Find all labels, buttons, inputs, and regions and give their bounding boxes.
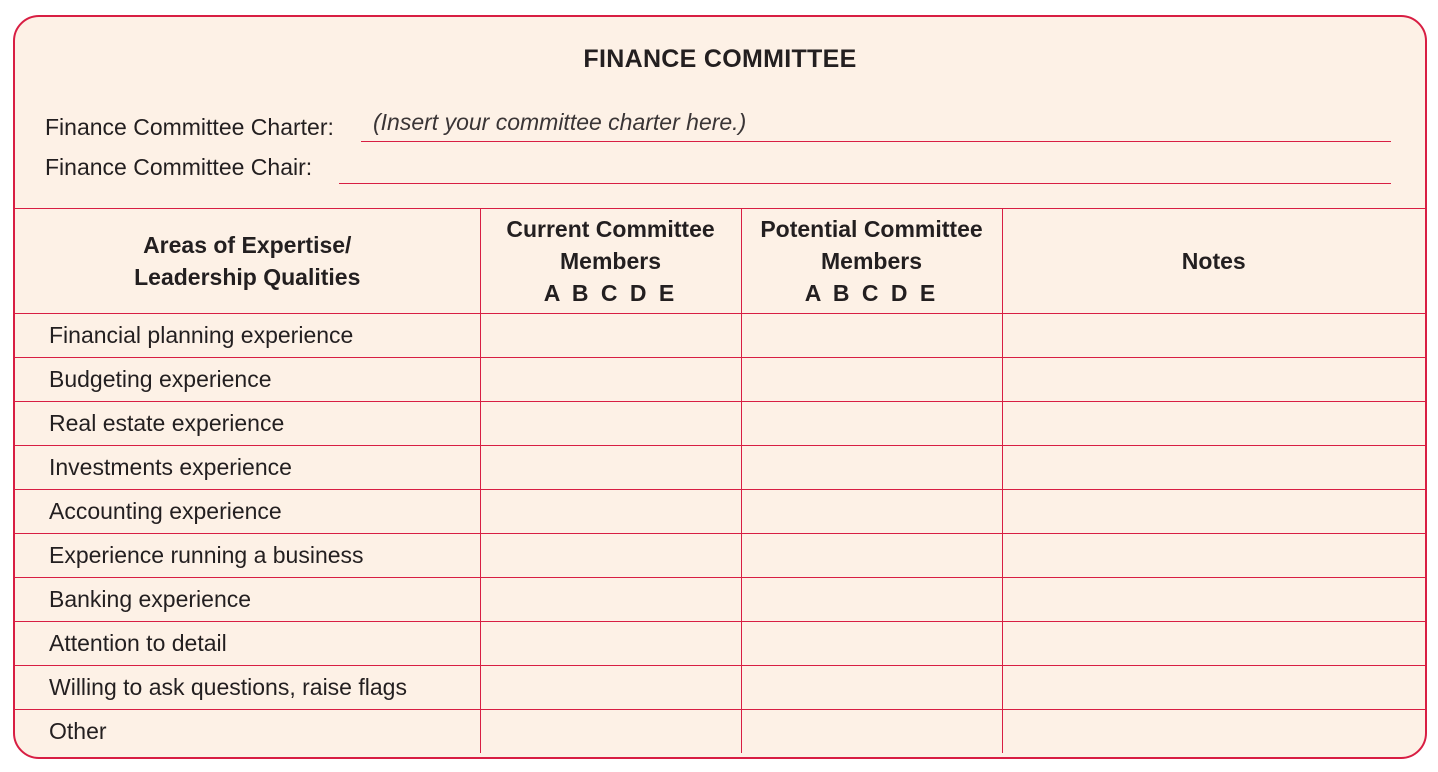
- notes-cell[interactable]: [1002, 622, 1425, 666]
- potential-members-cell[interactable]: [741, 490, 1002, 534]
- table-header-row: [15, 209, 1425, 314]
- notes-cell[interactable]: [1002, 358, 1425, 402]
- header-current-line1: Current Committee: [506, 216, 715, 242]
- table-row: [15, 446, 1425, 490]
- header-current-letters: A B C D E: [543, 280, 678, 306]
- header-areas-line1: Areas of Expertise/: [143, 232, 352, 258]
- current-members-cell[interactable]: [480, 578, 741, 622]
- quality-label: Attention to detail: [15, 622, 480, 666]
- potential-members-cell[interactable]: [741, 402, 1002, 446]
- potential-members-cell[interactable]: [741, 578, 1002, 622]
- notes-cell[interactable]: [1002, 402, 1425, 446]
- charter-underline: [361, 141, 1391, 142]
- header-potential-letters: A B C D E: [804, 280, 939, 306]
- header-notes: Notes: [1002, 209, 1425, 314]
- chair-label: Finance Committee Chair:: [45, 154, 313, 180]
- form-title: FINANCE COMMITTEE: [583, 45, 857, 73]
- table-row: [15, 710, 1425, 754]
- current-members-cell[interactable]: [480, 446, 741, 490]
- charter-label: Finance Committee Charter:: [45, 114, 334, 140]
- quality-label: Accounting experience: [15, 490, 480, 534]
- table-row: [15, 666, 1425, 710]
- finance-committee-form: [13, 15, 1427, 759]
- notes-cell[interactable]: [1002, 710, 1425, 754]
- table-row: [15, 358, 1425, 402]
- current-members-cell[interactable]: [480, 622, 741, 666]
- header-potential-members: [741, 209, 1002, 314]
- current-members-cell[interactable]: [480, 314, 741, 358]
- quality-label: Willing to ask questions, raise flags: [15, 666, 480, 710]
- current-members-cell[interactable]: [480, 710, 741, 754]
- current-members-cell[interactable]: [480, 666, 741, 710]
- notes-cell[interactable]: [1002, 578, 1425, 622]
- table-row: [15, 578, 1425, 622]
- potential-members-cell[interactable]: [741, 710, 1002, 754]
- header-current-members: [480, 209, 741, 314]
- current-members-cell[interactable]: [480, 358, 741, 402]
- current-members-cell[interactable]: [480, 534, 741, 578]
- table-row: [15, 402, 1425, 446]
- header-areas-line2: Leadership Qualities: [134, 264, 361, 290]
- header-potential-line1: Potential Committee: [760, 216, 983, 242]
- current-members-cell[interactable]: [480, 490, 741, 534]
- notes-cell[interactable]: [1002, 534, 1425, 578]
- quality-label: Budgeting experience: [15, 358, 480, 402]
- expertise-table: [15, 208, 1425, 753]
- table-row: [15, 534, 1425, 578]
- table-row: [15, 314, 1425, 358]
- potential-members-cell[interactable]: [741, 534, 1002, 578]
- header-current-line2: Members: [560, 248, 661, 274]
- notes-cell[interactable]: [1002, 490, 1425, 534]
- notes-cell[interactable]: [1002, 314, 1425, 358]
- table-row: [15, 490, 1425, 534]
- chair-underline: [339, 183, 1391, 184]
- potential-members-cell[interactable]: [741, 358, 1002, 402]
- header-potential-line2: Members: [821, 248, 922, 274]
- quality-label: Real estate experience: [15, 402, 480, 446]
- header-areas-of-expertise: [15, 209, 480, 314]
- quality-label: Other: [15, 710, 480, 754]
- potential-members-cell[interactable]: [741, 314, 1002, 358]
- potential-members-cell[interactable]: [741, 666, 1002, 710]
- table-row: [15, 622, 1425, 666]
- quality-label: Banking experience: [15, 578, 480, 622]
- notes-cell[interactable]: [1002, 666, 1425, 710]
- current-members-cell[interactable]: [480, 402, 741, 446]
- quality-label: Financial planning experience: [15, 314, 480, 358]
- potential-members-cell[interactable]: [741, 446, 1002, 490]
- charter-input[interactable]: (Insert your committee charter here.): [373, 109, 747, 135]
- quality-label: Investments experience: [15, 446, 480, 490]
- quality-label: Experience running a business: [15, 534, 480, 578]
- notes-cell[interactable]: [1002, 446, 1425, 490]
- potential-members-cell[interactable]: [741, 622, 1002, 666]
